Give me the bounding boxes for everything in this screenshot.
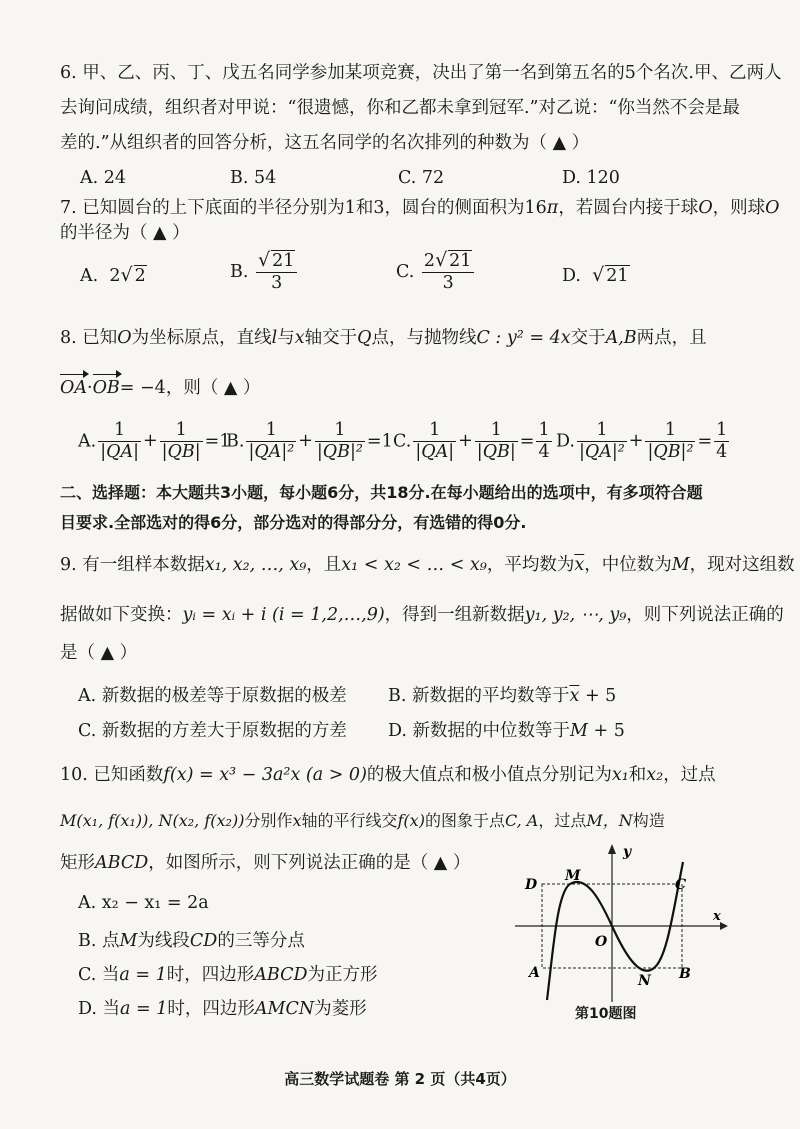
section2-line2: 目要求.全部选对的得6分，部分选对的得部分分，有选错的得0分.: [60, 513, 527, 532]
q6-option-b: B. 54: [230, 168, 277, 188]
q9-line3: 是（ ▲ ）: [60, 643, 138, 663]
q7-line2: 的半径为（ ▲ ）: [60, 223, 190, 243]
q10-figure: [515, 842, 730, 1002]
q8-line1: 8. 已知O为坐标原点，直线l与x轴交于Q点，与抛物线C : y² = 4x交于A,B两点，且: [60, 328, 707, 348]
q7-option-a: A. 2√ 2: [80, 264, 146, 286]
q7-option-c: C. $\frac{2√ 21}{3}$: [396, 250, 476, 294]
q9-option-c: C. 新数据的方差大于原数据的方差: [78, 721, 347, 741]
q8-option-d: D. $\frac{1}{\text{|QA|²}}$ + $\frac{1}{\text{|QB|²}}$ = $\frac{1}{4}$: [556, 420, 728, 462]
q6-line1: 6. 甲、乙、丙、丁、戊五名同学参加某项竞赛，决出了第一名到第五名的5个名次.甲、乙两人: [60, 63, 782, 83]
q9-line2: 据做如下变换：yᵢ = xᵢ + i (i = 1,2,…,9)，得到一组新数据y₁, y₂, ⋯, y₉，则下列说法正确的: [60, 605, 784, 625]
q9-option-a: A. 新数据的极差等于原数据的极差: [78, 686, 347, 706]
q8-line2: OA·OB= −4，则（ ▲ ）: [60, 375, 260, 401]
q6-option-c: C. 72: [398, 168, 445, 188]
q6-option-d: D. 120: [562, 168, 620, 188]
q10-line1: 10. 已知函数f(x) = x³ − 3a²x (a > 0)的极大值点和极小值点分别记为x₁和x₂，过点: [60, 765, 716, 785]
label-o: O: [595, 934, 608, 950]
page-footer: 高三数学试题卷 第 2 页（共4页）: [284, 1070, 516, 1088]
q8-option-c: C. $\frac{1}{|QA|}$ + $\frac{1}{|QB|}$ = $\frac{1}{4}$: [393, 420, 550, 462]
label-n: N: [638, 973, 651, 989]
label-b: B: [679, 966, 691, 982]
q9-option-b: B. 新数据的平均数等于$\overline{x} + 5$: [388, 686, 617, 706]
q6-line2: 去询问成绩，组织者对甲说：“很遗憾，你和乙都未拿到冠军.”对乙说：“你当然不会是最: [60, 98, 740, 118]
q6-line3: 差的.”从组织者的回答分析，这五名同学的名次排列的种数为（ ▲ ）: [60, 133, 590, 153]
q7-line1: 7. 已知圆台的上下底面的半径分别为1和3，圆台的侧面积为16π，若圆台内接于球O，则球O: [60, 198, 780, 218]
label-m: M: [565, 868, 581, 884]
q7-option-b: B. $\frac{√ 21}{3}$: [230, 250, 299, 294]
figure-caption: 第10题图: [575, 1006, 637, 1022]
section2-line1: 二、选择题：本大题共3小题，每小题6分，共18分.在每小题给出的选项中，有多项符合题: [60, 483, 703, 502]
q10-option-c: C. 当a = 1时，四边形ABCD为正方形: [78, 965, 378, 985]
q8-option-b: B. $\frac{1}{\text{|QA|²}}$ + $\frac{1}{\text{|QB|²}}$ =1: [226, 420, 393, 462]
q8-option-a: A. $\frac{1}{|QA|}$ + $\frac{1}{|QB|}$ =1: [78, 420, 231, 462]
q6-option-a: A. 24: [80, 168, 127, 188]
x-axis-arrow: [720, 922, 728, 930]
q9-line1: 9. 有一组样本数据x₁, x₂, …, x₉，且x₁ < x₂ < … < x₉，平均数为$\overline{x}$，中位数为M，现对这组数: [60, 555, 795, 575]
label-c: C: [675, 877, 687, 893]
q10-option-d: D. 当a = 1时，四边形AMCN为菱形: [78, 999, 367, 1019]
q10-line2: M(x₁, f(x₁)), N(x₂, f(x₂))分别作x轴的平行线交f(x)的图象于点C, A，过点M，N构造: [60, 811, 665, 830]
q10-option-b: B. 点M为线段CD的三等分点: [78, 931, 305, 951]
label-d: D: [525, 877, 538, 893]
label-a: A: [529, 965, 540, 981]
y-axis-arrow: [608, 844, 616, 854]
label-y: y: [623, 844, 632, 860]
q7-option-d: D. √ 21: [562, 264, 629, 286]
q10-line3: 矩形ABCD，如图所示，则下列说法正确的是（ ▲ ）: [60, 853, 471, 873]
q10-option-a: A. x₂ − x₁ = 2a: [78, 893, 209, 913]
q9-option-d: D. 新数据的中位数等于M + 5: [388, 721, 625, 741]
label-x: x: [713, 909, 721, 924]
